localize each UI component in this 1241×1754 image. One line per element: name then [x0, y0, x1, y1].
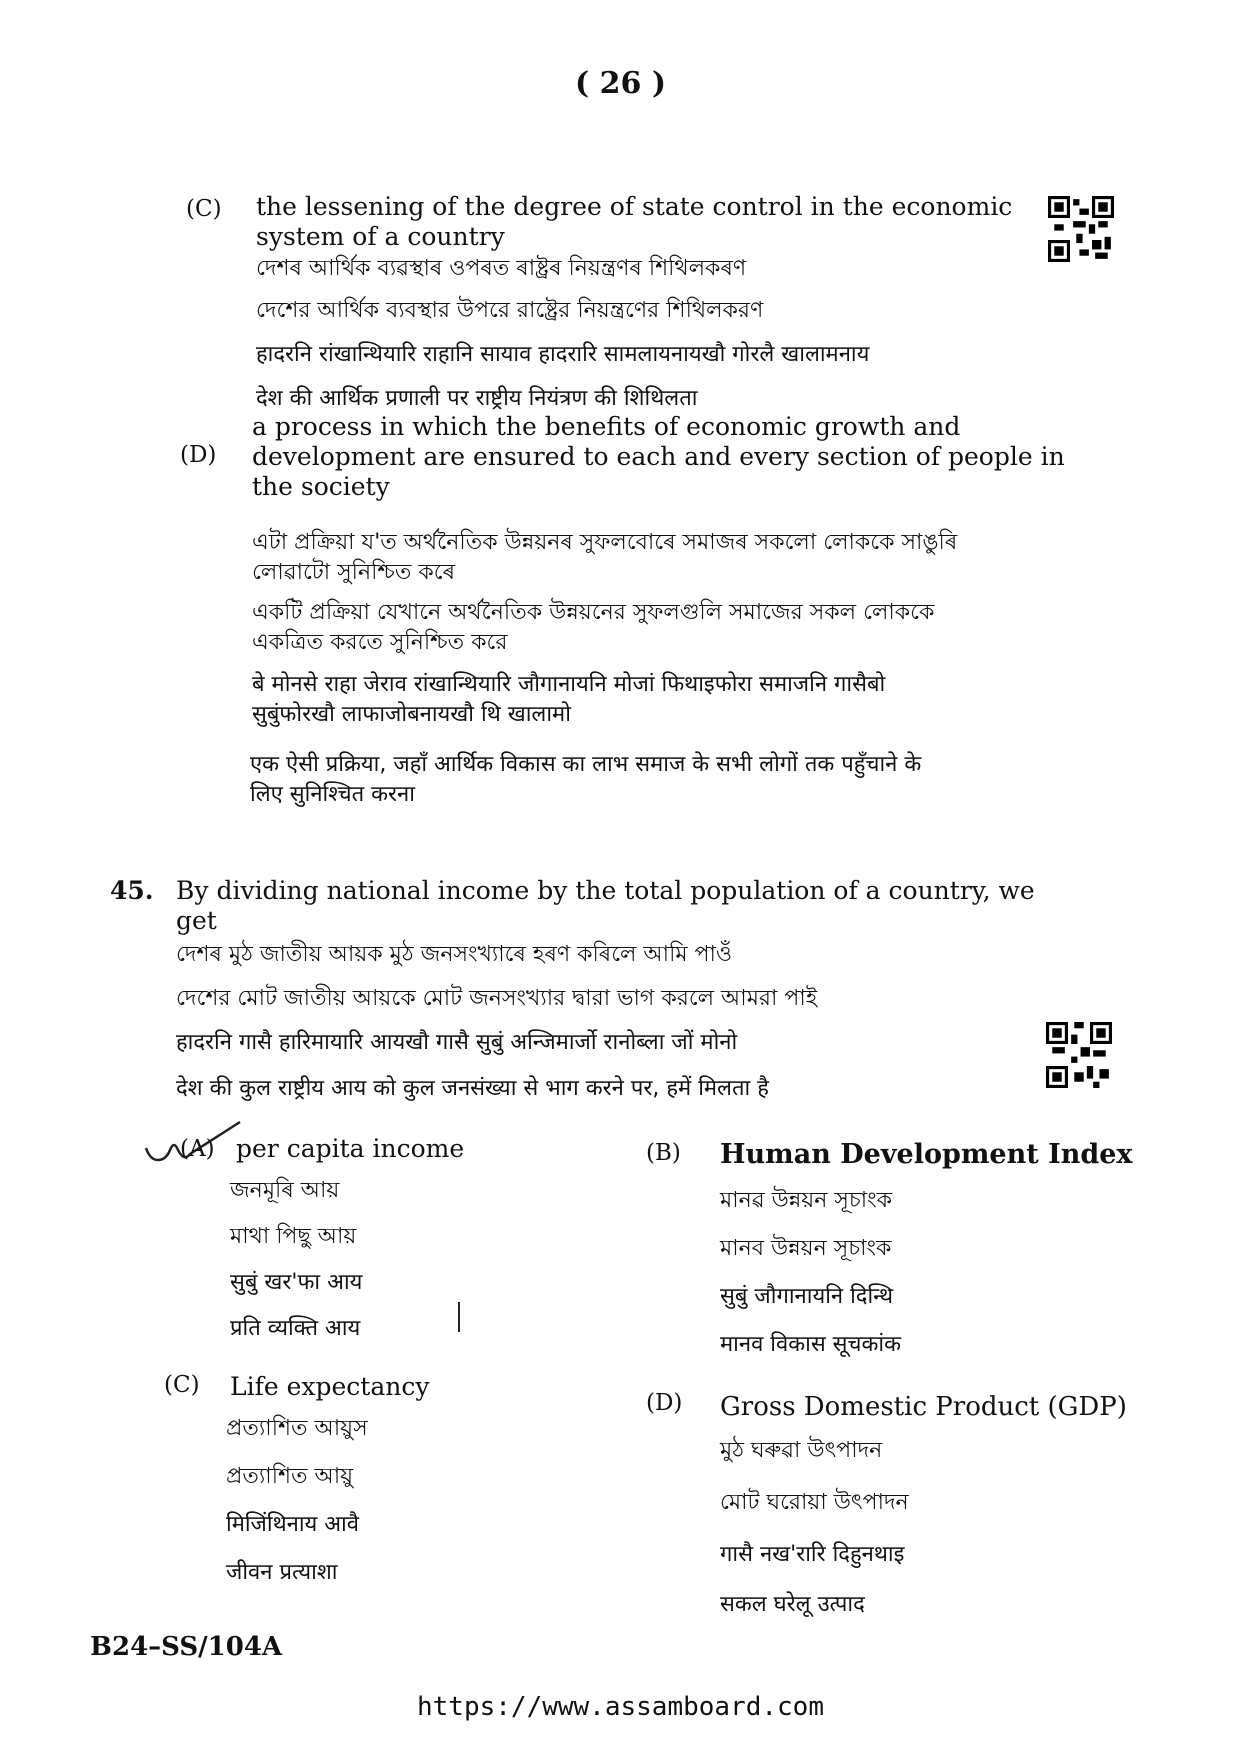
option-b-bengali: মানব উন্নয়ন সূচাংক: [720, 1236, 892, 1261]
website-url[interactable]: https://www.assamboard.com: [417, 1692, 824, 1722]
option-a-label: (A): [180, 1136, 215, 1162]
option-a-hindi: प्रति व्यक्ति आय: [230, 1316, 361, 1341]
option-c-bengali: প্রত্যাশিত আয়ু: [226, 1464, 354, 1489]
question-45-english-line: By dividing national income by the total population of a country, we: [176, 876, 1035, 905]
option-d-bodo: गासै नख'रारि दिहुनथाइ: [720, 1542, 905, 1567]
option-c-hindi: जीवन प्रत्याशा: [226, 1560, 338, 1585]
qr-code-icon: [1046, 1022, 1112, 1088]
option-c-english: [256, 192, 1012, 252]
question-45-english: [176, 876, 1035, 936]
option-d-bodo: [252, 670, 885, 730]
option-a-assamese: জনমূৰি আয়: [230, 1178, 340, 1203]
question-45-assamese: দেশৰ মুঠ জাতীয় আয়ক মুঠ জনসংখ্যাৰে হৰণ কৰিলে আমি পাওঁ: [176, 942, 733, 967]
question-45-hindi: देश की कुल राष्ट्रीय आय को कुल जनसंख्या से भाग करने पर, हमें मिलता है: [176, 1076, 769, 1101]
option-c-label: (C): [186, 196, 222, 222]
option-d-english-line: the society: [252, 472, 390, 501]
question-45-english-line: get: [176, 906, 217, 935]
option-d-label: (D): [180, 442, 217, 468]
option-d-bengali-line: একত্রিত করতে সুনিশ্চিত করে: [252, 630, 508, 655]
option-b-bodo: सुबुं जौगानायनि दिन्थि: [720, 1284, 894, 1309]
option-b-assamese: মানৱ উন্নয়ন সূচাংক: [720, 1188, 893, 1213]
paper-code: B24–SS/104A: [90, 1632, 283, 1662]
option-d-bodo-line: सुबुंफोरखौ लाफाजोबनायखौ थि खालामो: [252, 702, 571, 727]
option-d-english-line: a process in which the benefits of economic growth and: [252, 412, 961, 441]
question-45-bodo: हादरनि गासै हारिमायारि आयखौ गासै सुबुं अन्जिमार्जो रानोब्ला जों मोनो: [176, 1030, 738, 1055]
option-c-english-line: system of a country: [256, 222, 505, 251]
page-number: ( 26 ): [574, 66, 667, 101]
option-d-english-line: development are ensured to each and every section of people in: [252, 442, 1065, 471]
option-d-bengali-line: একটি প্রক্রিয়া যেখানে অর্থনৈতিক উন্নয়নের সুফলগুলি সমাজের সকল লোককে: [252, 600, 935, 625]
option-d-hindi: [250, 750, 921, 810]
option-c-bodo: मिजिंथिनाय आवै: [226, 1512, 360, 1537]
option-c-bengali: দেশের আর্থিক ব্যবস্থার উপরে রাষ্ট্রের নিয়ন্ত্রণের শিথিলকরণ: [256, 298, 764, 323]
pen-mark: [458, 1302, 460, 1332]
option-c-bodo: हादरनि रांखान्थियारि राहानि सायाव हादरारि सामलायनायखौ गोरलै खालामनाय: [256, 342, 870, 367]
option-d-assamese-line: লোৱাটো সুনিশ্চিত কৰে: [252, 560, 455, 585]
option-d-bengali: মোট ঘরোয়া উৎপাদন: [720, 1490, 909, 1515]
option-d-assamese: [252, 528, 957, 588]
option-b-hindi: मानव विकास सूचकांक: [720, 1332, 902, 1357]
option-b-english: Human Development Index: [720, 1139, 1133, 1170]
qr-code-icon: [1048, 196, 1114, 262]
option-d-english: Gross Domestic Product (GDP): [720, 1392, 1127, 1422]
option-c-english-line: the lessening of the degree of state control in the economic: [256, 192, 1013, 221]
option-a-english: per capita income: [236, 1134, 465, 1163]
option-a-bengali: মাথা পিছু আয়: [230, 1224, 357, 1249]
question-number: 45.: [110, 876, 154, 905]
option-b-label: (B): [646, 1140, 681, 1166]
option-d-assamese: মুঠ ঘৰুৱা উৎপাদন: [720, 1438, 883, 1463]
option-d-bodo-line: बे मोनसे राहा जेराव रांखान्थियारि जौगानायनि मोजां फिथाइफोरा समाजनि गासैबो: [252, 672, 886, 697]
option-d-english: [252, 412, 1065, 502]
question-45-bengali: দেশের মোট জাতীয় আয়কে মোট জনসংখ্যার দ্বারা ভাগ করলে আমরা পাই: [176, 986, 818, 1011]
option-d-hindi-line: लिए सुनिश्चित करना: [250, 782, 415, 807]
option-d-bengali: [252, 598, 934, 658]
option-c-label: (C): [164, 1372, 200, 1398]
option-d-hindi: सकल घरेलू उत्पाद: [720, 1592, 865, 1617]
option-c-assamese: প্ৰত্যাশিত আয়ুস: [226, 1416, 368, 1441]
option-d-hindi-line: एक ऐसी प्रक्रिया, जहाँ आर्थिक विकास का लाभ समाज के सभी लोगों तक पहुँचाने के: [250, 752, 922, 777]
option-c-hindi: देश की आर्थिक प्रणाली पर राष्ट्रीय नियंत्रण की शिथिलता: [256, 386, 698, 411]
option-c-assamese: দেশৰ আৰ্থিক ব্যৱস্থাৰ ওপৰত ৰাষ্ট্ৰৰ নিয়ন্ত্ৰণৰ শিথিলকৰণ: [256, 256, 747, 281]
option-d-assamese-line: এটা প্ৰক্ৰিয়া য'ত অৰ্থনৈতিক উন্নয়নৰ সুফলবোৰে সমাজৰ সকলো লোককে সাঙুৰি: [252, 530, 958, 555]
option-c-english: Life expectancy: [230, 1372, 430, 1401]
option-d-label: (D): [646, 1390, 683, 1416]
option-a-bodo: सुबुं खर'फा आय: [230, 1270, 363, 1295]
